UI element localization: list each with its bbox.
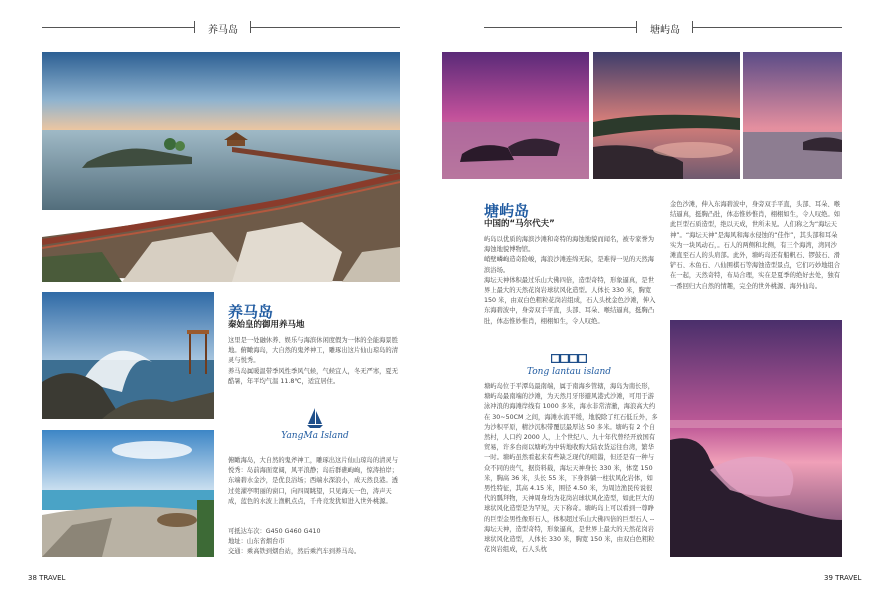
yangma-boardwalk-illustration [42,52,400,282]
yangma-waves-illustration [42,292,214,419]
right-section-title: 塘屿岛 [650,25,680,36]
tangyu-body-1 [484,235,658,327]
yangma-waves-photo [42,292,214,419]
yangma-beach-photo [42,430,214,557]
left-header-rule-left [42,27,194,28]
right-folio: 39 TRAVEL [824,574,862,582]
yangma-info [228,527,400,558]
tangyu-title: 塘屿岛 [484,202,530,220]
tangyu-body-3 [670,200,842,292]
tangyu-sunset-illustration-2 [593,52,740,179]
yangma-para-1: 这里是一处融休养、娱乐与海滨休闲度假为一体的全能海景胜地。俯瞰海岛，大自然的鬼斧神工，雕琢出这片仙山琼岛的清灵与悦秀。 [228,337,399,365]
tangyu-logo [514,348,624,377]
yangma-logo [272,407,358,447]
tangyu-logo-caption: Tong lantau island [526,367,612,377]
yangma-para-3: 俯瞰海岛，大自然的鬼斧神工，雕琢出这片仙山琼岛的清灵与悦秀：岛前海面宽阔，风平浪静；岛后群礁峋峋，惊涛拍岸；东端碧水金沙，是优良浴场；西端水深浪小，成天然良港。透过莞濯亭明丽的窗口，向四周眺望，只见海天一色，涛声天成，蓝色的水波上渔帆点点，千舟竞发犹如进入世外桃源。 [228,457,399,505]
left-header-rule-right [251,27,400,28]
left-header-tick-left [194,21,195,33]
right-header-rule-left [484,27,636,28]
tangyu-para-2: 海坛天神体积最过乐山大佛四倍，造型奇特，形象逼真，是世界上最大的天然花岗岩球状风化造型。人体长 330 米，胸宽 150 米，由双白色粗粒花岗岩组成，石人头枕金色沙滩，伸入东海碧波中，身旁双手平直，头部、耳朵、喉结逼真，挺胸凸肚，体态惟妙惟肖，栩栩如生，令人叹绝。 [484,276,656,325]
yangma-subtitle: 秦始皇的御用养马地 [228,320,305,330]
yangma-transport: 交通：乘高铁到烟台站，然后乘汽车到养马岛。 [228,548,361,556]
yangma-address: 地址：山东省烟台市 [228,538,285,546]
yangma-body-1 [228,336,400,387]
tangyu-sunset-illustration-1 [442,52,589,179]
tangyu-intro: 屿岛以优质的海滨沙滩和奇特的海蚀地貌而闻名，被专家誉为海蚀地貌博物馆。 [484,236,655,254]
sailboat-icon [305,407,325,429]
tangyu-body-2 [484,382,658,555]
tangyu-coast-photo [670,320,842,557]
tangyu-subtitle: 中国的“马尔代夫” [484,219,555,229]
left-folio: 38 TRAVEL [28,574,66,582]
tangyu-sunset-illustration-3 [743,52,842,179]
tangyu-para-4: 金色沙滩，伸入东海碧波中，身旁双手平直，头部、耳朵、喉结逼真，挺胸凸肚，体态惟妙惟肖，栩栩如生，令人叹绝。如此巨型石质造型，绝以天成，世所未见。人们称之为“海坛天神”。“海坛天神”是海风和海水侵蚀的“佳作”，其头部和耳朵实为一块风动石，。石人的两侧和北侧，有三个海湾，湾同沙滩直至石人的头肩部。此外，塘屿岛还有船帆石、锣鼓石、滑铲石、木鱼石、八仙围棋石等海蚀造型景点，它们巧妙地组合在一起，天然奇特，布局合理，实在是夏季的绝好去处，独有一番回归大自然的情趣，完全的世外桃源、海外仙岛。 [670,201,841,290]
right-header-tick-left [636,21,637,33]
yangma-title: 养马岛 [228,303,274,321]
tangyu-coast-illustration [670,320,842,557]
tangyu-sunset-photo-1 [442,52,589,179]
yangma-beach-illustration [42,430,214,557]
yangma-boardwalk-photo [42,52,400,282]
yangma-bus: 可抵达车次：G450 G460 G410 [228,528,321,535]
tangyu-para-1: 峭壁嶙峋造奇险峻，海浪沙滩连绵无际，是难得一见的天然海滨浴场。 [484,256,655,274]
tangyu-sunset-photo-2 [593,52,740,179]
tangyu-para-3: 塘屿岛位于平潭岛最南端，属于南海乡管辖，海岛为南长形，塘屿岛最南端的沙滩，为天然月牙形避风港式沙滩，可用于游泳冲浪的海滩岸线有 1000 多米，海水非常清澈，海浪高大约在 30~50CM 之间，海滩水流平缓，地貌除了红石低丘外，多为沙积平原，精沙沉积带覆层最厚达 50 多米。塘屿有 2 个自然村，人口约 2000 人，上个世纪八、九十年代曾经开放国有贸易，许多台商以塘屿为中转地收购大陆农货运往台湾，繁华一时。塘屿虽然看起来有些缺乏现代的喧嚣，但还是有一种与众不同的贵气，据资料载，海坛天神身长 330 米，体宽 150 米，胸高 36 米，头长 55 米，下身斜躺一柱状风化岩体，如男性特征，其高 4.15 米，围径 4.50 米，为周边渔民传说很代的瓢拜物，天神周身均为花岗岩球状风化造型，如此巨大的球状风化造型是为罕见，天下称奇。塘屿岛上可以看到一尊睁的巨型金男性像形石人，体积超过乐山大佛四倍的巨型石人 -- 海坛天神，造型奇特，形象逼真，是世界上最大的天然花岗岩球状风化造型，人体长 330 米，胸宽 150 米，由双白色粗粒花岗岩组成，石人头枕 [484,383,658,554]
right-header-rule-right [693,27,842,28]
yangma-body-2 [228,456,400,507]
yangma-para-2: 养马岛属暖温带季风性季风气候，气候宜人，冬无严寒，夏无酷暑，年平均气温 11.8℃，适宜居住。 [228,367,399,385]
left-section-title: 养马岛 [208,25,238,36]
tangyu-sunset-photo-3 [743,52,842,179]
yangma-logo-caption: YangMa Island [281,431,349,441]
chain-pattern-icon [551,354,587,363]
